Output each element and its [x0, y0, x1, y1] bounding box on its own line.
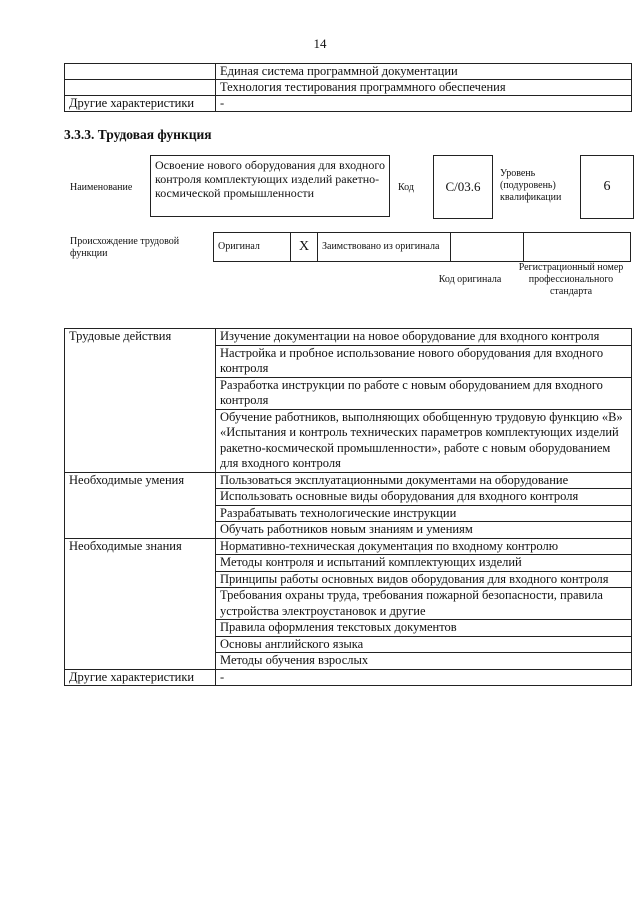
- group-label: Необходимые знания: [65, 538, 216, 669]
- list-item: Разрабатывать технологические инструкции: [216, 505, 632, 522]
- list-item: Разработка инструкции по работе с новым оборудованием для входного контроля: [216, 377, 632, 409]
- row-value: -: [216, 96, 632, 112]
- list-item: Изучение документации на новое оборудование для входного контроля: [216, 329, 632, 346]
- row-value: Единая система программной документации: [216, 64, 632, 80]
- page-number: 14: [313, 36, 327, 51]
- reg-number-cell: [524, 233, 631, 262]
- list-item: Пользоваться эксплуатационными документами на оборудование: [216, 472, 632, 489]
- original-code-cell: [451, 233, 524, 262]
- original-label: Оригинал: [214, 233, 291, 262]
- table-row: [65, 329, 632, 346]
- reg-caption: Регистрационный номер профессионального стандарта: [518, 262, 624, 297]
- row-label: [65, 64, 216, 80]
- table-row: [65, 80, 632, 96]
- list-item: Методы контроля и испытаний комплектующих изделий: [216, 555, 632, 572]
- list-item: Нормативно-техническая документация по входному контролю: [216, 538, 632, 555]
- top-table: [64, 63, 632, 112]
- table-row: [65, 64, 632, 80]
- list-item: Правила оформления текстовых документов: [216, 620, 632, 637]
- table-row: [65, 472, 632, 489]
- name-label: Наименование: [70, 182, 133, 193]
- list-item: Использовать основные виды оборудования для входного контроля: [216, 489, 632, 506]
- original-mark: X: [291, 233, 318, 262]
- function-name: Освоение нового оборудования для входного контроля комплектующих изделий ракетно-космической промышленности: [150, 155, 390, 217]
- row-value: Технология тестирования программного обеспечения: [216, 80, 632, 96]
- origin-table: [213, 232, 631, 262]
- table-row: [65, 96, 632, 112]
- group-label: Необходимые умения: [65, 472, 216, 538]
- table-row: [65, 538, 632, 555]
- row-label: [65, 80, 216, 96]
- list-item: Обучение работников, выполняющих обобщенную трудовую функцию «В» «Испытания и контроль технических параметров комплектующих изделий ракетно-космической промышленности», работе с новым оборудованием для входного контроля: [216, 409, 632, 472]
- group-label: Другие характеристики: [65, 669, 216, 686]
- row-label: Другие характеристики: [65, 96, 216, 112]
- group-label: Трудовые действия: [65, 329, 216, 473]
- list-item: Требования охраны труда, требования пожарной безопасности, правила устройства электроустановок и другие: [216, 588, 632, 620]
- code-label: Код: [398, 182, 414, 193]
- borrowed-label: Заимствовано из оригинала: [318, 233, 451, 262]
- table-row: [65, 669, 632, 686]
- list-item: Методы обучения взрослых: [216, 653, 632, 670]
- origin-label: Происхождение трудовой функции: [70, 236, 180, 259]
- list-item: Обучать работников новым знаниям и умениям: [216, 522, 632, 539]
- section-title: 3.3.3. Трудовая функция: [64, 127, 212, 142]
- list-item: Настройка и пробное использование нового оборудования для входного контроля: [216, 345, 632, 377]
- level-label: Уровень (подуровень) квалификации: [500, 168, 562, 203]
- qualification-level: 6: [580, 155, 634, 219]
- code-caption: Код оригинала: [438, 274, 502, 285]
- list-item: -: [216, 669, 632, 686]
- function-code: С/03.6: [433, 155, 493, 219]
- main-table: [64, 328, 632, 686]
- list-item: Основы английского языка: [216, 636, 632, 653]
- list-item: Принципы работы основных видов оборудования для входного контроля: [216, 571, 632, 588]
